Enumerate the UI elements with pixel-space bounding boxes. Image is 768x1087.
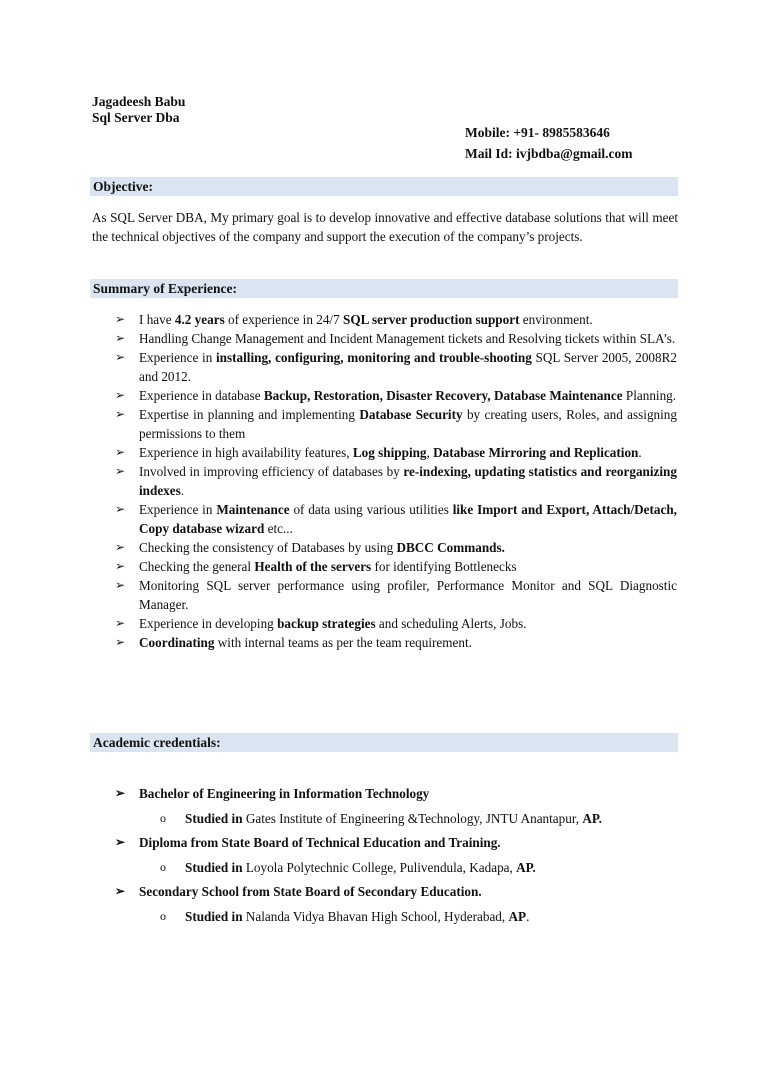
summary-bold: installing, configuring, monitoring and trouble-shooting: [216, 350, 532, 365]
list-item: [115, 386, 677, 405]
list-item: [115, 310, 677, 329]
summary-text: Experience in: [139, 350, 217, 365]
candidate-name: Jagadeesh Babu: [92, 94, 186, 109]
summary-text: SQL Server 2005, 2008R2 and 2012.: [139, 350, 677, 384]
list-item: [115, 557, 677, 576]
circle-bullet-icon: o: [160, 860, 166, 874]
summary-heading: Summary of Experience:: [90, 279, 678, 298]
circle-bullet-icon: o: [160, 909, 166, 923]
summary-text: I have: [139, 312, 175, 327]
institute-text: Loyola Polytechnic College, Pulivendula, Kadapa,: [242, 860, 517, 875]
institute-line: [115, 809, 677, 828]
summary-bold: re-indexing, updating statistics and reorganizing indexes: [139, 464, 677, 498]
studied-label: Studied in: [185, 860, 243, 875]
summary-text: Experience in: [139, 502, 217, 517]
summary-text: environment.: [519, 312, 593, 327]
summary-text: by creating users, Roles, and assigning permissions to them: [139, 407, 677, 441]
institute-line: [115, 858, 677, 877]
arrow-bullet-icon: ➢: [115, 312, 126, 326]
summary-text: and scheduling Alerts, Jobs.: [375, 616, 527, 631]
degree-title: [115, 833, 677, 852]
arrow-bullet-icon: ➢: [115, 407, 126, 421]
list-item: [115, 329, 677, 348]
summary-text: Monitoring SQL server performance using profiler, Performance Monitor and SQL Diagnostic Manager.: [139, 578, 677, 612]
degree-title: [115, 882, 677, 901]
summary-text: .: [180, 483, 185, 498]
summary-bold: 4.2 years: [174, 312, 225, 327]
arrow-bullet-icon: ➢: [115, 884, 126, 898]
arrow-bullet-icon: ➢: [115, 559, 126, 573]
summary-bold: Coordinating: [139, 635, 215, 650]
arrow-bullet-icon: ➢: [115, 445, 126, 459]
arrow-bullet-icon: ➢: [115, 578, 126, 592]
summary-bold: Health of the servers: [254, 559, 372, 574]
summary-bold: Backup, Restoration, Disaster Recovery, Database Maintenance: [263, 388, 623, 403]
state-text: AP.: [516, 860, 536, 875]
degree-text: Diploma from State Board of Technical Education and Training.: [139, 835, 501, 850]
institute-line: [115, 907, 677, 926]
degree-text: Secondary School from State Board of Secondary Education.: [139, 884, 482, 899]
education-entry: [115, 833, 677, 877]
studied-label: Studied in: [185, 811, 243, 826]
list-item: [115, 538, 677, 557]
summary-bold: like Import and Export, Attach/Detach, Copy database wizard: [139, 502, 677, 536]
list-item: [115, 576, 677, 614]
list-item: [115, 614, 677, 633]
summary-bold: Maintenance: [216, 502, 290, 517]
circle-bullet-icon: o: [160, 811, 166, 825]
summary-text: Expertise in planning and implementing: [139, 407, 360, 422]
summary-text: Checking the general: [139, 559, 255, 574]
summary-list: [115, 310, 677, 652]
institute-text: Gates Institute of Engineering &Technology, JNTU Anantapur,: [242, 811, 583, 826]
objective-heading: Objective:: [90, 177, 678, 196]
list-item: [115, 500, 677, 538]
arrow-bullet-icon: ➢: [115, 635, 126, 649]
summary-text: with internal teams as per the team requirement.: [214, 635, 472, 650]
arrow-bullet-icon: ➢: [115, 350, 126, 364]
education-entry: [115, 882, 677, 926]
arrow-bullet-icon: ➢: [115, 835, 126, 849]
institute-text: Nalanda Vidya Bhavan High School, Hyderabad,: [242, 909, 509, 924]
education-entry: [115, 784, 677, 828]
summary-text: ,: [426, 445, 434, 460]
degree-title: [115, 784, 677, 803]
summary-bold: Database Mirroring and Replication: [433, 445, 639, 460]
summary-text: Experience in database: [139, 388, 264, 403]
degree-text: Bachelor of Engineering in Information Technology: [139, 786, 430, 801]
list-item: [115, 462, 677, 500]
summary-text: of experience in 24/7: [224, 312, 343, 327]
summary-bold: DBCC Commands.: [396, 540, 505, 555]
arrow-bullet-icon: ➢: [115, 502, 126, 516]
summary-text: Experience in high availability features,: [139, 445, 353, 460]
summary-text: etc...: [264, 521, 293, 536]
summary-bold: SQL server production support: [342, 312, 520, 327]
mobile-number: Mobile: +91- 8985583646: [465, 125, 610, 140]
summary-bold: backup strategies: [277, 616, 376, 631]
academic-heading: Academic credentials:: [90, 733, 678, 752]
list-item: [115, 405, 677, 443]
summary-bold: Database Security: [359, 407, 463, 422]
state-text: AP: [508, 909, 527, 924]
arrow-bullet-icon: ➢: [115, 388, 126, 402]
summary-text: Experience in developing: [139, 616, 278, 631]
arrow-bullet-icon: ➢: [115, 786, 126, 800]
state-text: AP.: [582, 811, 602, 826]
candidate-role: Sql Server Dba: [92, 110, 180, 125]
arrow-bullet-icon: ➢: [115, 464, 126, 478]
studied-label: Studied in: [185, 909, 243, 924]
summary-bold: Log shipping: [352, 445, 427, 460]
arrow-bullet-icon: ➢: [115, 540, 126, 554]
summary-text: Involved in improving efficiency of databases by: [139, 464, 404, 479]
summary-text: Handling Change Management and Incident Management tickets and Resolving tickets within SLA’s.: [139, 331, 676, 346]
list-item: [115, 633, 677, 652]
mail-id: Mail Id: ivjbdba@gmail.com: [465, 146, 633, 161]
arrow-bullet-icon: ➢: [115, 331, 126, 345]
list-item: [115, 443, 677, 462]
summary-text: .: [638, 445, 642, 460]
tail-text: .: [526, 909, 530, 924]
summary-text: Checking the consistency of Databases by using: [139, 540, 397, 555]
summary-text: of data using various utilities: [289, 502, 453, 517]
objective-text: As SQL Server DBA, My primary goal is to develop innovative and effective database solutions that will meet the technical objectives of the company and support the execution of the company’s projects.: [92, 210, 678, 244]
arrow-bullet-icon: ➢: [115, 616, 126, 630]
summary-text: for identifying Bottlenecks: [371, 559, 517, 574]
list-item: [115, 348, 677, 386]
summary-text: Planning.: [622, 388, 677, 403]
